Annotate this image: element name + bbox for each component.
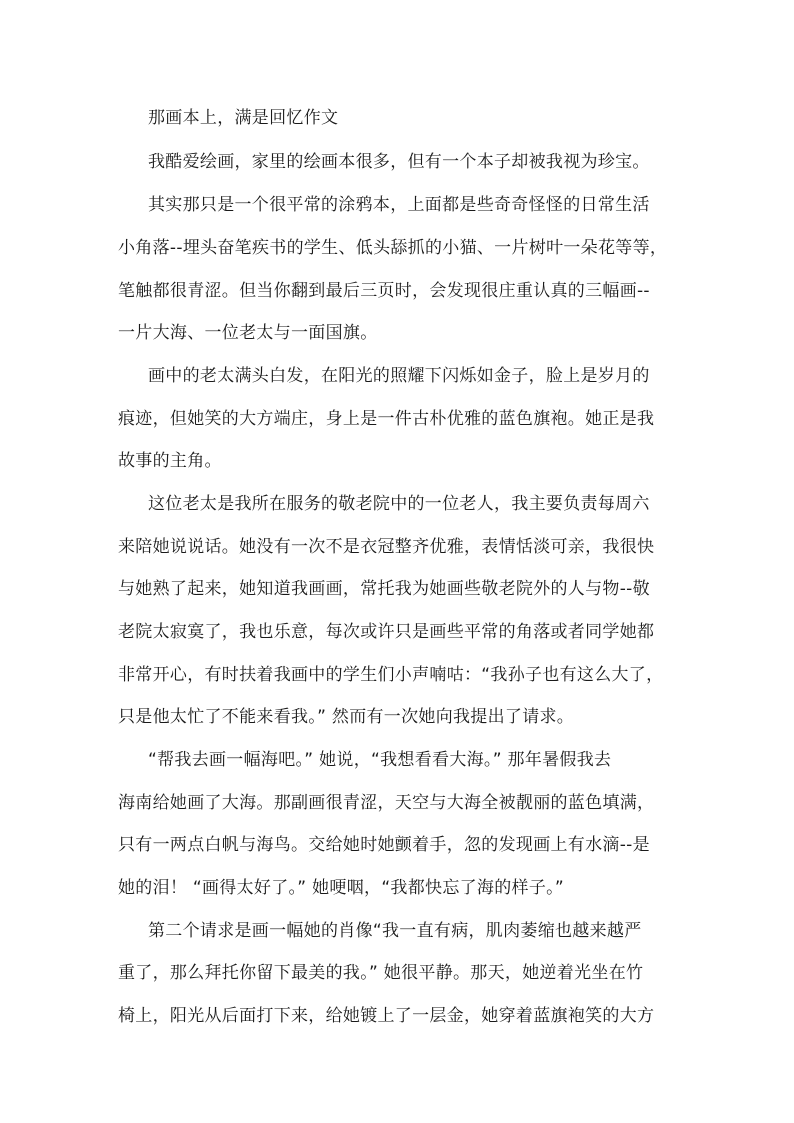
paragraph-line: 笔触都很青涩。但当你翻到最后三页时，会发现很庄重认真的三幅画-- (118, 281, 650, 301)
paragraph-line: 椅上，阳光从后面打下来，给她镀上了一层金，她穿着蓝旗袍笑的大方 (118, 1006, 655, 1026)
paragraph-line: 一片大海、一位老太与一面国旗。 (118, 323, 378, 343)
paragraph-line: 只有一两点白帆与海鸟。交给她时她颤着手，忽的发现画上有水滴--是 (118, 835, 650, 855)
paragraph-line: 只是他太忙了不能来看我。” 然而有一次她向我提出了请求。 (118, 707, 575, 727)
paragraph-line: “帮我去画一幅海吧。” 她说，“我想看看大海。” 那年暑假我去 (148, 750, 612, 770)
paragraph-line: 非常开心，有时扶着我画中的学生们小声喃咕：“我孙子也有这么大了， (118, 665, 664, 685)
paragraph-line: 重了，那么拜托你留下最美的我。” 她很平静。那天，她逆着光坐在竹 (118, 963, 644, 983)
paragraph-line: 来陪她说说话。她没有一次不是衣冠整齐优雅，表情恬淡可亲，我很快 (118, 537, 655, 557)
paragraph-line: 画中的老太满头白发，在阳光的照耀下闪烁如金子，脸上是岁月的 (148, 366, 650, 386)
paragraph-line: 其实那只是一个很平常的涂鸦本，上面都是些奇奇怪怪的日常生活 (148, 195, 650, 215)
paragraph-line: 与她熟了起来，她知道我画画，常托我为她画些敬老院外的人与物--敬 (118, 579, 650, 599)
paragraph-line: 我酷爱绘画，家里的绘画本很多，但有一个本子却被我视为珍宝。 (148, 152, 650, 172)
paragraph-line: 老院太寂寞了，我也乐意，每次或许只是画些平常的角落或者同学她都 (118, 622, 655, 642)
paragraph-line: 这位老太是我所在服务的敬老院中的一位老人，我主要负责每周六 (148, 494, 650, 514)
paragraph-line: 她的泪！ “画得太好了。” 她哽咽，“我都快忘了海的样子。” (118, 878, 565, 898)
document-title: 那画本上，满是回忆作文 (148, 108, 339, 128)
paragraph-line: 故事的主角。 (118, 451, 222, 471)
paragraph-line: 第二个请求是画一幅她的肖像“我一直有病，肌肉萎缩也越来越严 (148, 921, 642, 941)
paragraph-line: 海南给她画了大海。那副画很青涩，天空与大海全被靓丽的蓝色填满， (118, 793, 655, 813)
paragraph-line: 痕迹，但她笑的大方端庄，身上是一件古朴优雅的蓝色旗袍。她正是我 (118, 409, 655, 429)
paragraph-line: 小角落--埋头奋笔疾书的学生、低头舔抓的小猫、一片树叶一朵花等等， (118, 238, 668, 258)
